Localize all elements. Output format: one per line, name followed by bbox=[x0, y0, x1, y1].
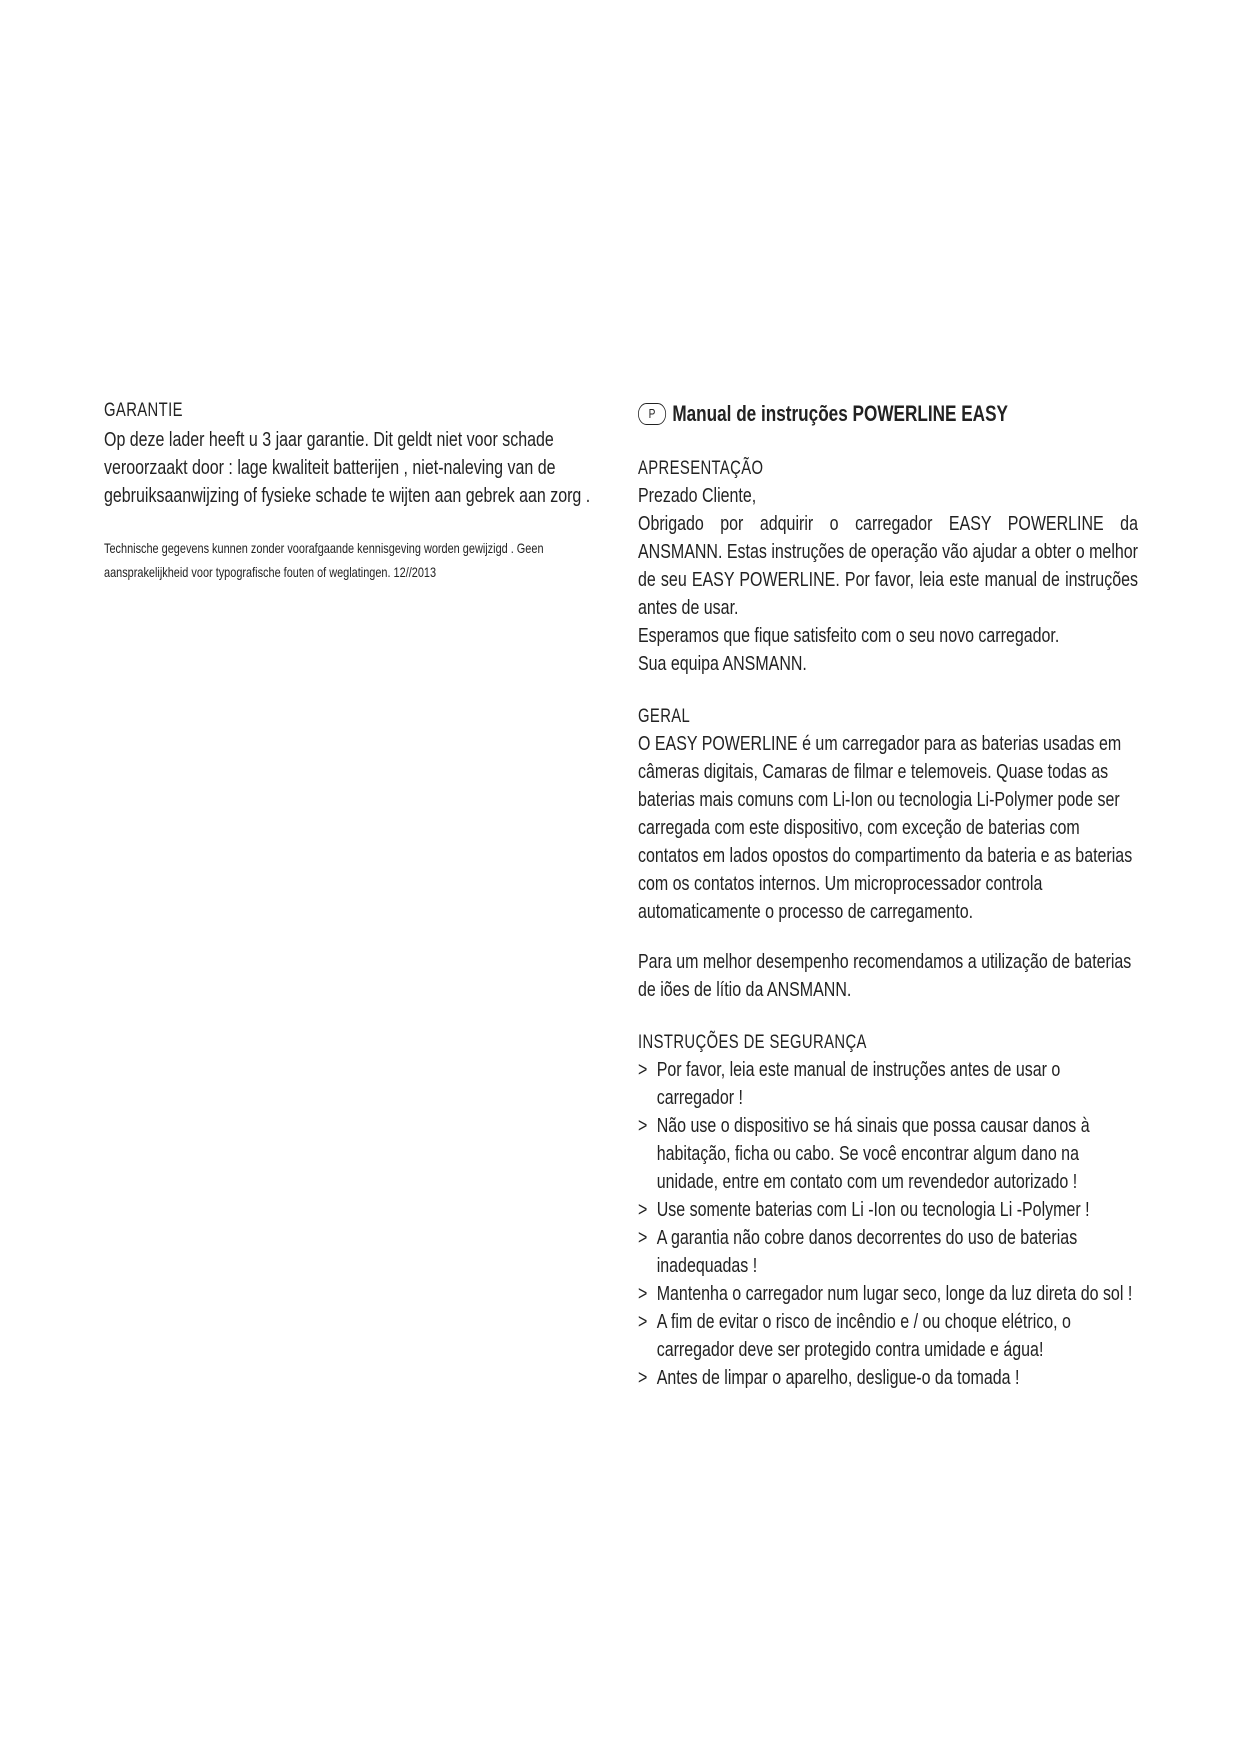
warranty-heading: GARANTIE bbox=[104, 400, 183, 421]
bullet-mark: > bbox=[638, 1310, 648, 1333]
safety-item-text: A garantia não cobre danos decorrentes do uso de baterias inadequadas ! bbox=[656, 1226, 1078, 1277]
safety-item-text: Por favor, leia este manual de instruções antes de usar o carregador ! bbox=[656, 1058, 1061, 1109]
safety-item bbox=[638, 1056, 1138, 1112]
safety-item bbox=[638, 1280, 1138, 1308]
warranty-paragraph: Op deze lader heeft u 3 jaar garantie. Dit geldt niet voor schade veroorzaakt door : lage kwaliteit batterijen , niet-naleving van de gebruiksaanwijzing of fysieke schade te wijten aan gebrek aan zorg . bbox=[104, 428, 591, 507]
bullet-mark: > bbox=[638, 1058, 648, 1081]
presentation-paragraph: Obrigado por adquirir o carregador EASY POWERLINE da ANSMANN. Estas instruções de operação vão ajudar a obter o melhor de seu EASY POWERLINE. Por favor, leia este manual de instruções antes de usar. bbox=[638, 512, 1138, 619]
safety-item-text: Não use o dispositivo se há sinais que possa causar danos à habitação, ficha ou cabo. Se você encontrar algum dano na unidade, entre em contato com um revendedor autorizado ! bbox=[656, 1114, 1090, 1193]
safety-item bbox=[638, 1112, 1138, 1196]
safety-item-text: A fim de evitar o risco de incêndio e / ou choque elétrico, o carregador deve ser protegido contra umidade e água! bbox=[656, 1310, 1071, 1361]
left-column bbox=[104, 398, 609, 584]
manual-title-row bbox=[638, 398, 1138, 430]
safety-list bbox=[638, 1056, 1138, 1392]
bullet-mark: > bbox=[638, 1366, 648, 1389]
safety-item bbox=[638, 1224, 1138, 1280]
right-column bbox=[638, 398, 1138, 1392]
safety-item bbox=[638, 1308, 1138, 1364]
right-column-content bbox=[638, 398, 1138, 1392]
bullet-mark: > bbox=[638, 1226, 648, 1249]
safety-item-text: Use somente baterias com Li -Ion ou tecnologia Li -Polymer ! bbox=[656, 1198, 1090, 1221]
safety-item-text: Mantenha o carregador num lugar seco, longe da luz direta do sol ! bbox=[656, 1282, 1133, 1305]
safety-item bbox=[638, 1364, 1138, 1392]
safety-heading: INSTRUÇÕES DE SEGURANÇA bbox=[638, 1032, 867, 1053]
presentation-hope: Esperamos que fique satisfeito com o seu novo carregador. bbox=[638, 624, 1060, 647]
bullet-mark: > bbox=[638, 1198, 648, 1221]
manual-title: Manual de instruções POWERLINE EASY bbox=[672, 401, 1008, 426]
left-column-content bbox=[104, 398, 609, 584]
general-paragraph: O EASY POWERLINE é um carregador para as baterias usadas em câmeras digitais, Camaras de filmar e telemoveis. Quase todas as baterias mais comuns com Li-Ion ou tecnologia Li-Polymer pode ser carregada com este dispositivo, com exceção de baterias com contatos em lados opostos do compartimento da bateria e as baterias com os contatos internos. Um microprocessador controla automaticamente o processo de carregamento. bbox=[638, 732, 1133, 923]
general-heading: GERAL bbox=[638, 706, 691, 727]
bullet-mark: > bbox=[638, 1282, 648, 1305]
presentation-signoff: Sua equipa ANSMANN. bbox=[638, 652, 807, 675]
performance-paragraph: Para um melhor desempenho recomendamos a utilização de baterias de iões de lítio da ANSMANN. bbox=[638, 950, 1132, 1001]
greeting: Prezado Cliente, bbox=[638, 484, 757, 507]
safety-item bbox=[638, 1196, 1138, 1224]
language-badge: P bbox=[638, 403, 666, 425]
disclaimer-note: Technische gegevens kunnen zonder voorafgaande kennisgeving worden gewijzigd . Geen aansprakelijkheid voor typografische fouten of weglatingen. 12//2013 bbox=[104, 540, 544, 580]
safety-item-text: Antes de limpar o aparelho, desligue-o da tomada ! bbox=[656, 1366, 1020, 1389]
bullet-mark: > bbox=[638, 1114, 648, 1137]
presentation-heading: APRESENTAÇÃO bbox=[638, 458, 764, 479]
